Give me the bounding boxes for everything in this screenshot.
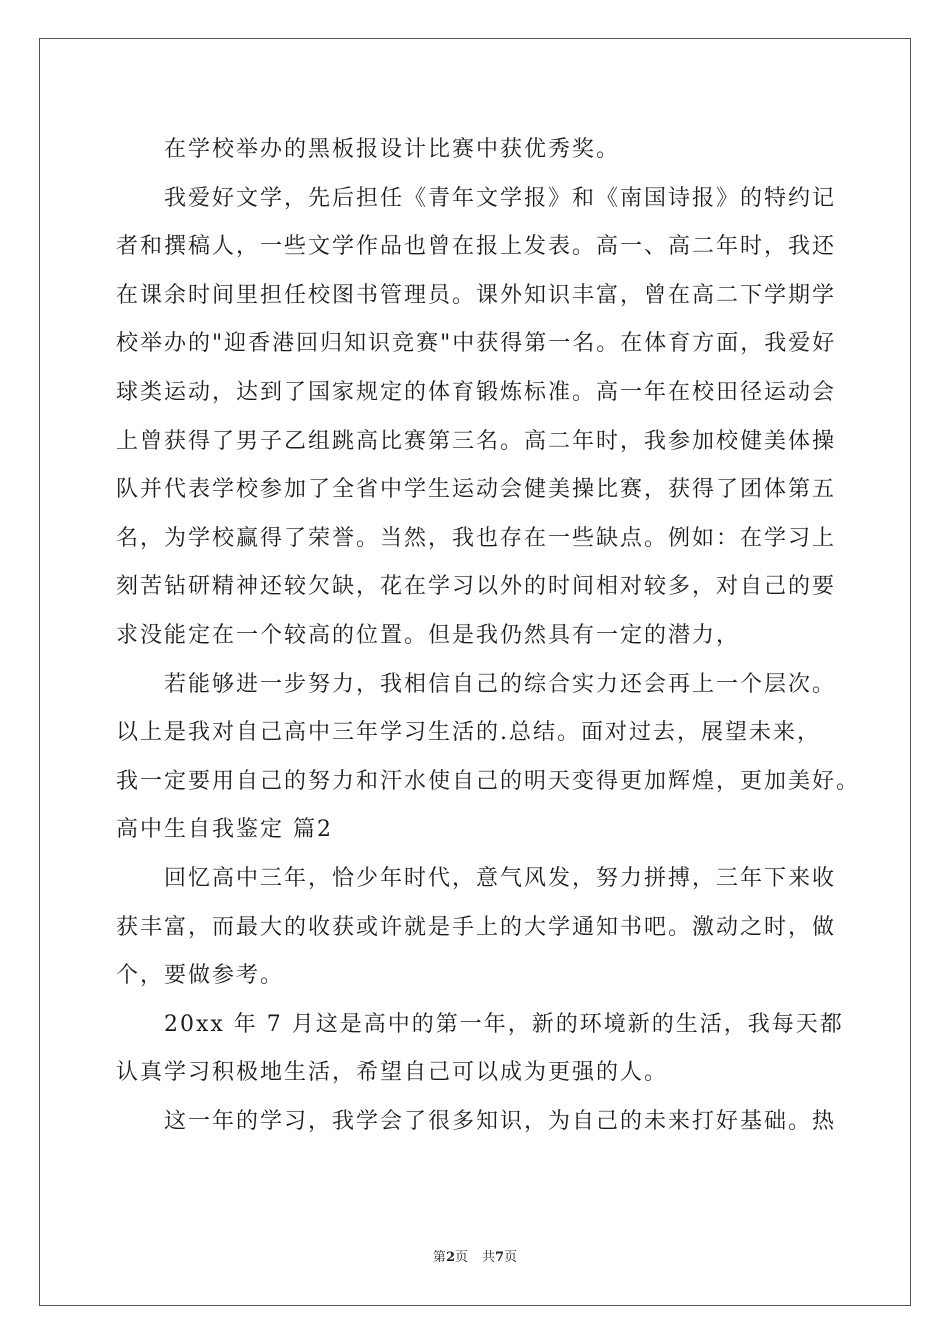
text-line: 20xx 年 7 月这是高中的第一年，新的环境新的生活，我每天都 — [164, 1011, 844, 1037]
total-prefix: 共 — [482, 1250, 496, 1265]
text-line: 上曾获得了男子乙组跳高比赛第三名。高二年时，我参加校健美体操 — [116, 428, 837, 454]
text-line: 在课余时间里担任校图书管理员。课外知识丰富，曾在高二下学期学 — [116, 282, 837, 308]
total-suffix: 页 — [504, 1250, 518, 1265]
text-line: 者和撰稿人，一些文学作品也曾在报上发表。高一、高二年时，我还 — [116, 234, 837, 260]
page-prefix: 第 — [432, 1250, 446, 1265]
text-line: 以上是我对自己高中三年学习生活的.总结。面对过去，展望未来， — [116, 720, 821, 746]
text-line: 回忆高中三年，恰少年时代，意气风发，努力拼搏，三年下来收 — [164, 865, 837, 891]
text-line: 这一年的学习，我学会了很多知识，为自己的未来打好基础。热 — [164, 1108, 837, 1134]
text-line: 我一定要用自己的努力和汗水使自己的明天变得更加辉煌，更加美好。 — [116, 768, 861, 794]
text-line: 校举办的"迎香港回归知识竞赛"中获得第一名。在体育方面，我爱好 — [116, 331, 837, 357]
section-heading: 高中生自我鉴定 篇2 — [116, 817, 333, 843]
page-suffix: 页 — [454, 1250, 468, 1265]
text-line: 获丰富，而最大的收获或许就是手上的大学通知书吧。激动之时，做 — [116, 914, 837, 940]
page-current: 2 — [445, 1250, 455, 1265]
text-line: 认真学习积极地生活，希望自己可以成为更强的人。 — [116, 1060, 669, 1086]
page-total: 7 — [495, 1250, 505, 1265]
text-line: 刻苦钻研精神还较欠缺，花在学习以外的时间相对较多，对自己的要 — [116, 574, 837, 600]
text-line: 球类运动，达到了国家规定的体育锻炼标准。高一年在校田径运动会 — [116, 379, 837, 405]
text-line: 个，要做参考。 — [116, 963, 285, 989]
text-line: 队并代表学校参加了全省中学生运动会健美操比赛，获得了团体第五 — [116, 477, 837, 503]
text-line: 我爱好文学，先后担任《青年文学报》和《南国诗报》的特约记 — [164, 185, 837, 211]
text-line: 若能够进一步努力，我相信自己的综合实力还会再上一个层次。 — [164, 671, 837, 697]
document-body — [116, 126, 861, 1146]
text-line: 名，为学校赢得了荣誉。当然，我也存在一些缺点。例如：在学习上 — [116, 525, 837, 551]
text-line: 在学校举办的黑板报设计比赛中获优秀奖。 — [164, 137, 621, 162]
text-line: 求没能定在一个较高的位置。但是我仍然具有一定的潜力， — [116, 622, 741, 648]
page-footer — [0, 1246, 950, 1265]
